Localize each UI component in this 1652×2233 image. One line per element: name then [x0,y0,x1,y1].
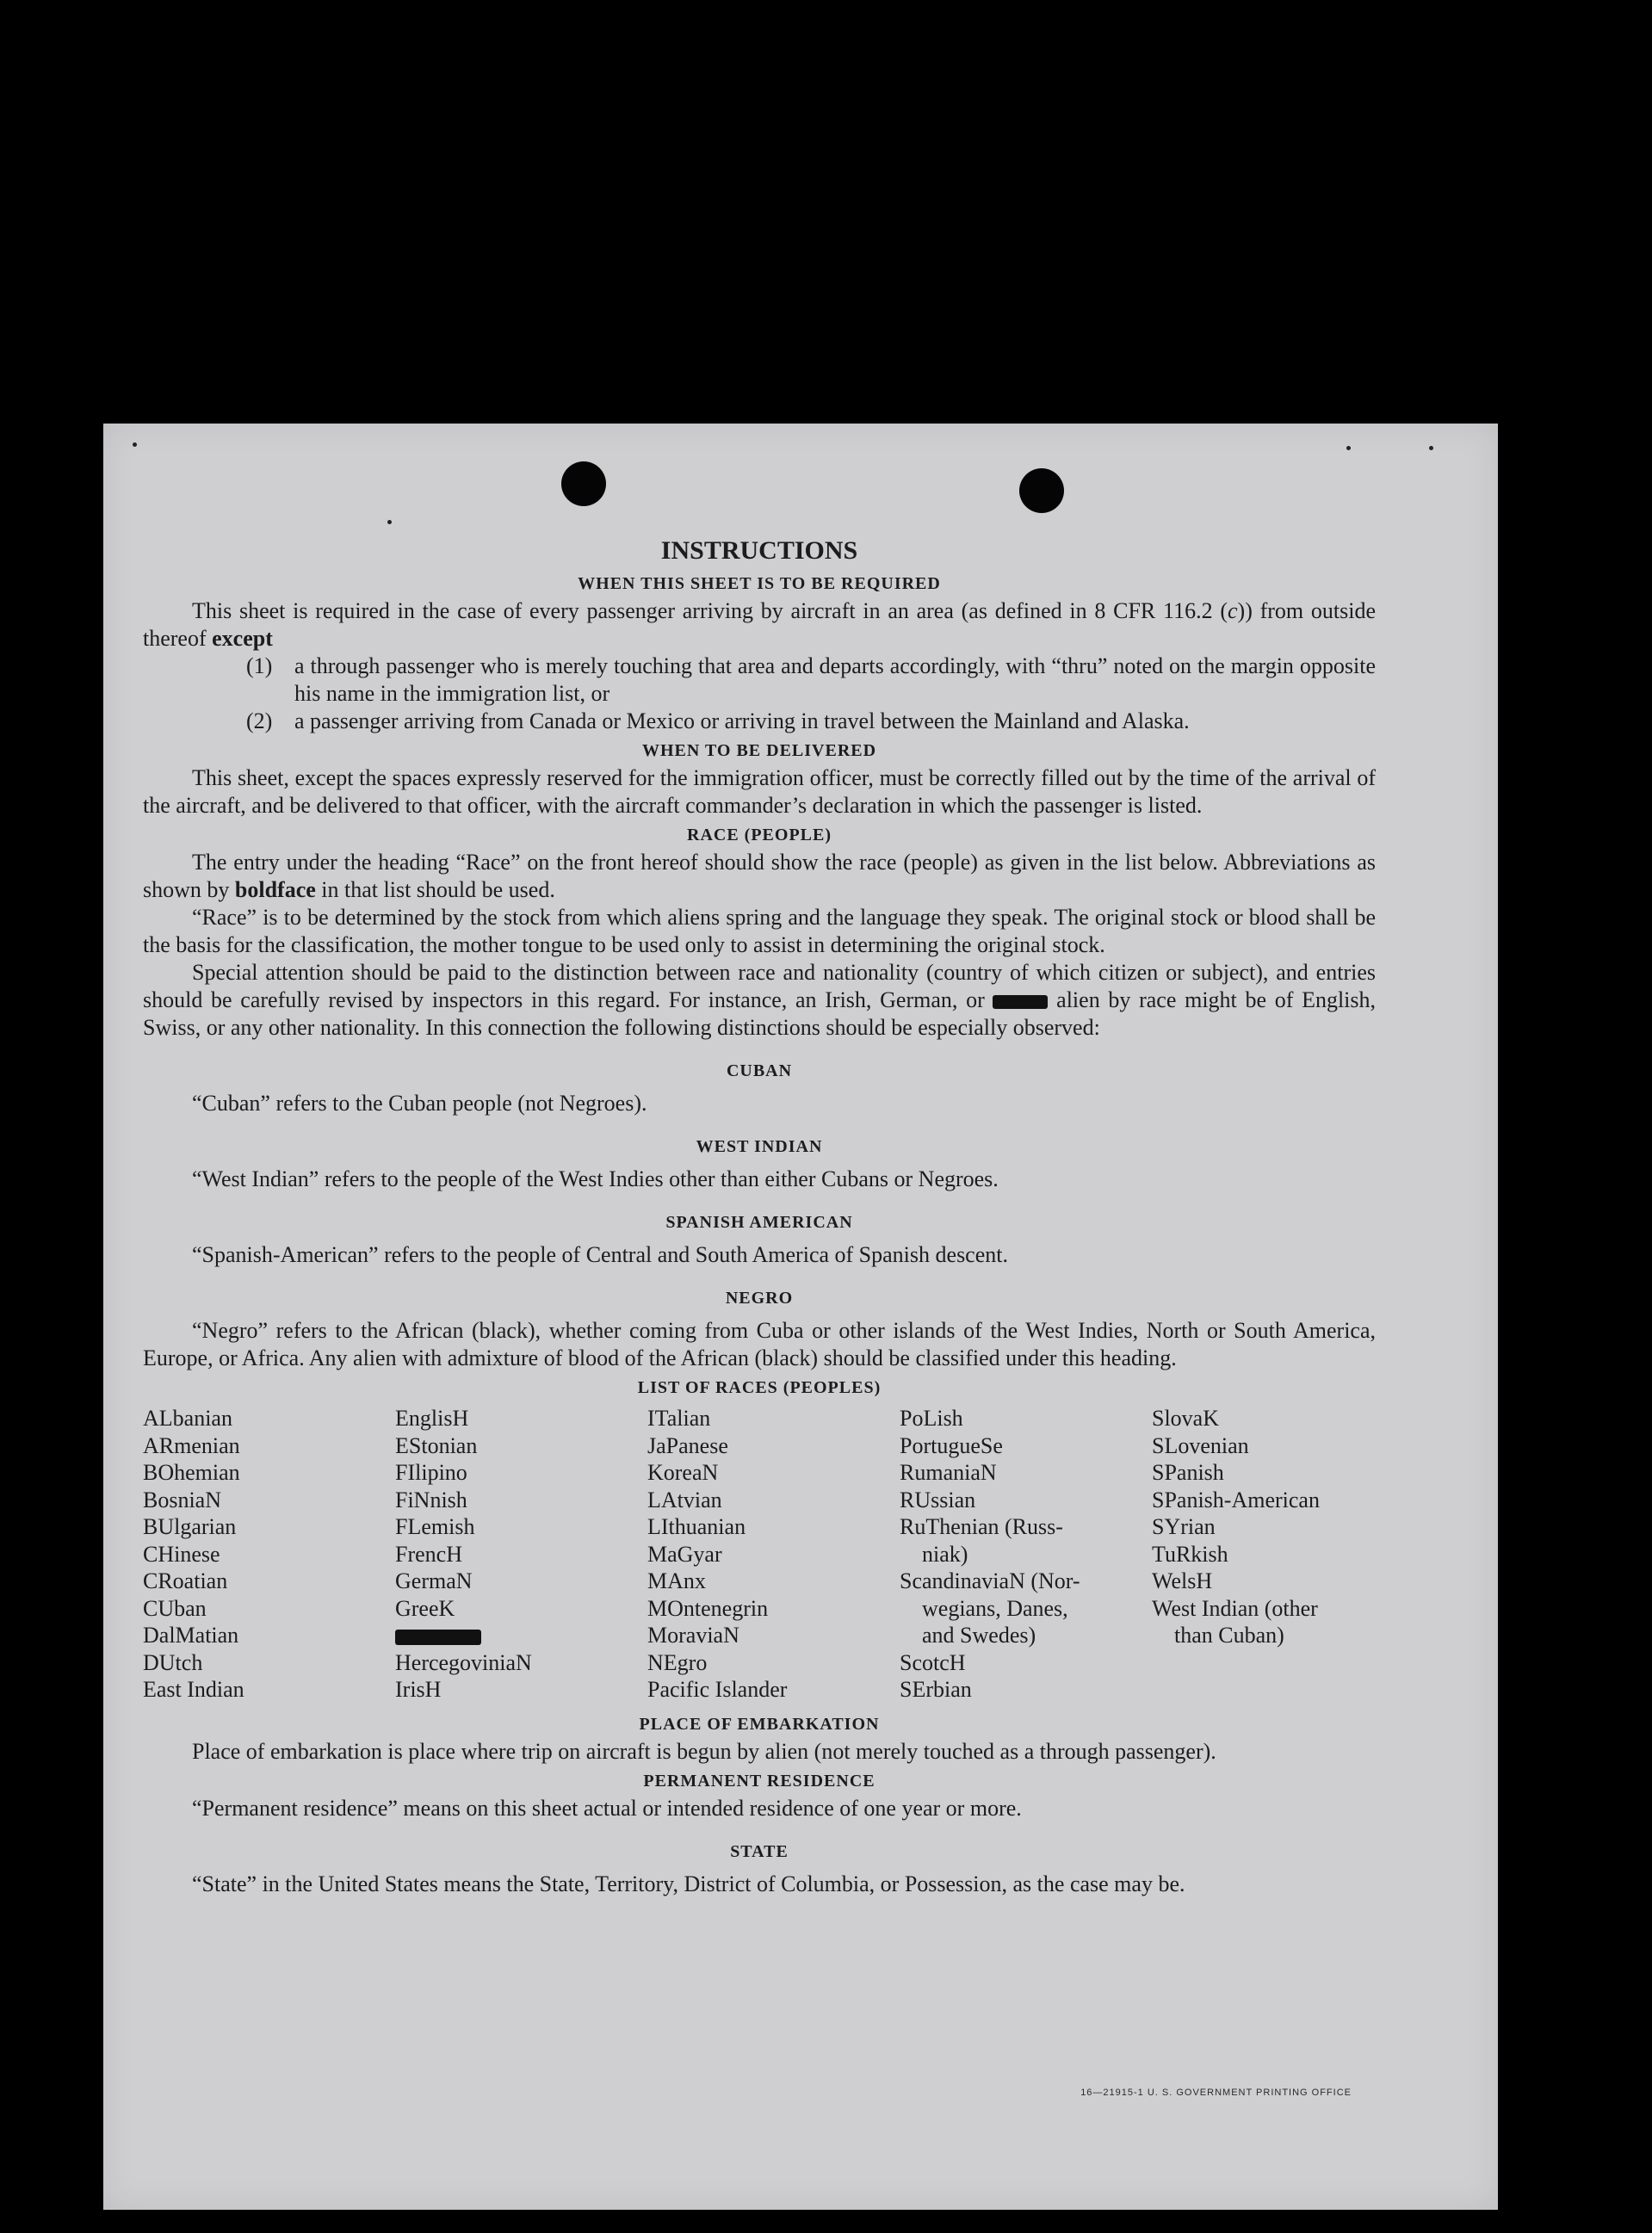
race-item: ARmenian [143,1432,240,1458]
print-code: 16—21915-1 U. S. GOVERNMENT PRINTING OFFICE [1080,2088,1352,2098]
race-item: FIlipino [395,1460,467,1485]
west-indian-text: “West Indian” refers to the people of the West Indies other than either Cubans or Negroes. [192,1166,999,1191]
speck [1346,446,1351,450]
race-item: WelsH [1152,1568,1213,1593]
section-heading-state: STATE [730,1841,789,1861]
punch-hole-right [1019,468,1064,513]
section-heading-west-indian: WEST INDIAN [696,1137,823,1156]
required-intro [143,597,1376,653]
race-item-continued: than Cuban) [1174,1623,1284,1648]
exception-text-2: a passenger arriving from Canada or Mexico or arriving in travel between the Mainland and Alaska. [294,708,1190,733]
race-item: LAtvian [647,1487,722,1512]
race-item: PortugueSe [900,1432,1003,1458]
race-item: MOntenegrin [647,1595,769,1621]
race-item: DalMatian [143,1623,239,1648]
race-item: IrisH [395,1677,442,1702]
redaction-mark [993,995,1048,1009]
exception-number-1: (1) [246,653,273,678]
race-item: SlovaK [1152,1406,1219,1431]
race-item: BosniaN [143,1487,221,1512]
race-item: KoreaN [647,1460,719,1485]
residence-text: “Permanent residence” means on this sheet actual or intended residence of one year or more. [192,1795,1022,1821]
race-item: FiNnish [395,1487,467,1512]
instruction-sheet [103,424,1498,2210]
exception-item-1 [246,653,1376,708]
race-item: GreeK [395,1595,455,1621]
speck [1429,446,1433,450]
instructions-body [143,534,1376,1898]
section-heading-residence: PERMANENT RESIDENCE [643,1771,875,1791]
race-item: NEgro [647,1649,708,1675]
race-item: EStonian [395,1432,478,1458]
race-p3-text-a: Special attention should be paid to the distinction between race and nationality (country of which citizen or subject), and entries should be carefully revised by inspectors in this regard. For instance, an Irish, German, or [143,960,1376,1012]
races-column-3 [647,1405,900,1704]
race-item: ALbanian [143,1406,232,1431]
race-item: CUban [143,1595,207,1621]
intro-except: except [212,626,273,651]
race-item: ITalian [647,1406,711,1431]
races-column-4 [900,1405,1152,1704]
races-column-2 [395,1405,647,1704]
section-heading-races-list: LIST OF RACES (PEOPLES) [637,1378,882,1397]
race-item: JaPanese [647,1432,728,1458]
punch-hole-left [561,461,606,506]
race-item: SErbian [900,1677,972,1702]
race-p1-text-a: The entry under the heading “Race” on the front hereof should show the race (people) as given in the list below. Abbreviations as shown by [143,850,1376,902]
race-item-continued: niak) [922,1541,968,1567]
page-title: INSTRUCTIONS [660,536,858,565]
race-item: SPanish [1152,1460,1224,1485]
exception-number-2: (2) [246,708,273,733]
section-heading-delivered: WHEN TO BE DELIVERED [641,741,877,760]
races-list [143,1405,1376,1704]
speck [387,520,392,524]
speck [133,442,137,447]
exception-item-2 [246,708,1376,735]
race-item: Pacific Islander [647,1677,788,1702]
race-item: FLemish [395,1514,475,1539]
section-heading-negro: NEGRO [725,1289,794,1308]
race-item: East Indian [143,1677,244,1702]
delivered-text: This sheet, except the spaces expressly reserved for the immigration officer, must be correctly filled out by the time of the arrival of the aircraft, and be delivered to that officer, with the aircraft commander’s declaration in which the passenger is listed. [143,765,1376,818]
race-item: EnglisH [395,1406,469,1431]
race-item: CRoatian [143,1568,228,1593]
race-item: HercegoviniaN [395,1649,532,1675]
race-item: ScandinaviaN (Nor- [900,1568,1080,1593]
section-heading-embarkation: PLACE OF EMBARKATION [639,1714,880,1734]
race-item: FrencH [395,1541,462,1567]
redaction-mark [395,1630,481,1645]
race-item: PoLish [900,1406,963,1431]
race-item: West Indian (other [1152,1595,1318,1621]
race-item-redacted [395,1622,647,1649]
negro-text: “Negro” refers to the African (black), whether coming from Cuba or other islands of the West Indies, North or South America, Europe, or Africa. Any alien with admixture of blood of the African (black) should be classified under this heading. [143,1318,1376,1370]
section-heading-required: WHEN THIS SHEET IS TO BE REQUIRED [578,574,941,593]
race-p1-bold: boldface [234,877,316,902]
intro-italic: c [1227,598,1238,623]
race-item-continued: and Swedes) [922,1623,1036,1648]
race-item: DUtch [143,1649,203,1675]
races-column-5 [1152,1405,1404,1704]
race-p3-text-b: alien by race might be of English, Swiss, or any other nationality. In this connection the following distinctions should be especially observed: [143,987,1377,1040]
race-item: MaGyar [647,1541,722,1567]
race-item: RUssian [900,1487,976,1512]
race-item: BOhemian [143,1460,240,1485]
cuban-text: “Cuban” refers to the Cuban people (not Negroes). [192,1091,647,1116]
race-item: BUlgarian [143,1514,237,1539]
race-item: ScotcH [900,1649,966,1675]
embarkation-text: Place of embarkation is place where trip on aircraft is begun by alien (not merely touched as a through passenger). [192,1738,1216,1764]
race-item: RumaniaN [900,1460,997,1485]
race-item: SLovenian [1152,1432,1249,1458]
intro-text-a: This sheet is required in the case of every passenger arriving by aircraft in an area (as defined in 8 CFR 116.2 ( [192,598,1228,623]
race-paragraph-3 [143,959,1376,1042]
race-item-continued: wegians, Danes, [922,1595,1068,1621]
race-item: MAnx [647,1568,706,1593]
exception-text-1: a through passenger who is merely touching that area and departs accordingly, with “thru” noted on the margin opposite his name in the immigration list, or [294,653,1376,706]
section-heading-spanish-american: SPANISH AMERICAN [665,1213,853,1232]
race-item: LIthuanian [647,1514,746,1539]
race-item: SPanish-American [1152,1487,1320,1512]
section-heading-cuban: CUBAN [726,1061,793,1080]
section-heading-race: RACE (PEOPLE) [687,826,832,844]
race-item: SYrian [1152,1514,1216,1539]
race-item: CHinese [143,1541,220,1567]
state-text: “State” in the United States means the State, Territory, District of Columbia, or Possession, as the case may be. [192,1871,1185,1896]
race-item: TuRkish [1152,1541,1228,1567]
race-item: GermaN [395,1568,473,1593]
race-p1-text-b: in that list should be used. [315,877,555,902]
race-item: MoraviaN [647,1623,739,1648]
intro-text-b: )) from outside thereof [143,598,1376,651]
spanish-american-text: “Spanish-American” refers to the people of Central and South America of Spanish descent. [192,1242,1008,1267]
race-paragraph-1 [143,849,1376,904]
race-item: RuThenian (Russ- [900,1514,1063,1539]
races-column-1 [143,1405,395,1704]
race-paragraph-2: “Race” is to be determined by the stock from which aliens spring and the language they speak. The original stock or blood shall be the basis for the classification, the mother tongue to be used only to assist in determining the original stock. [143,905,1376,957]
